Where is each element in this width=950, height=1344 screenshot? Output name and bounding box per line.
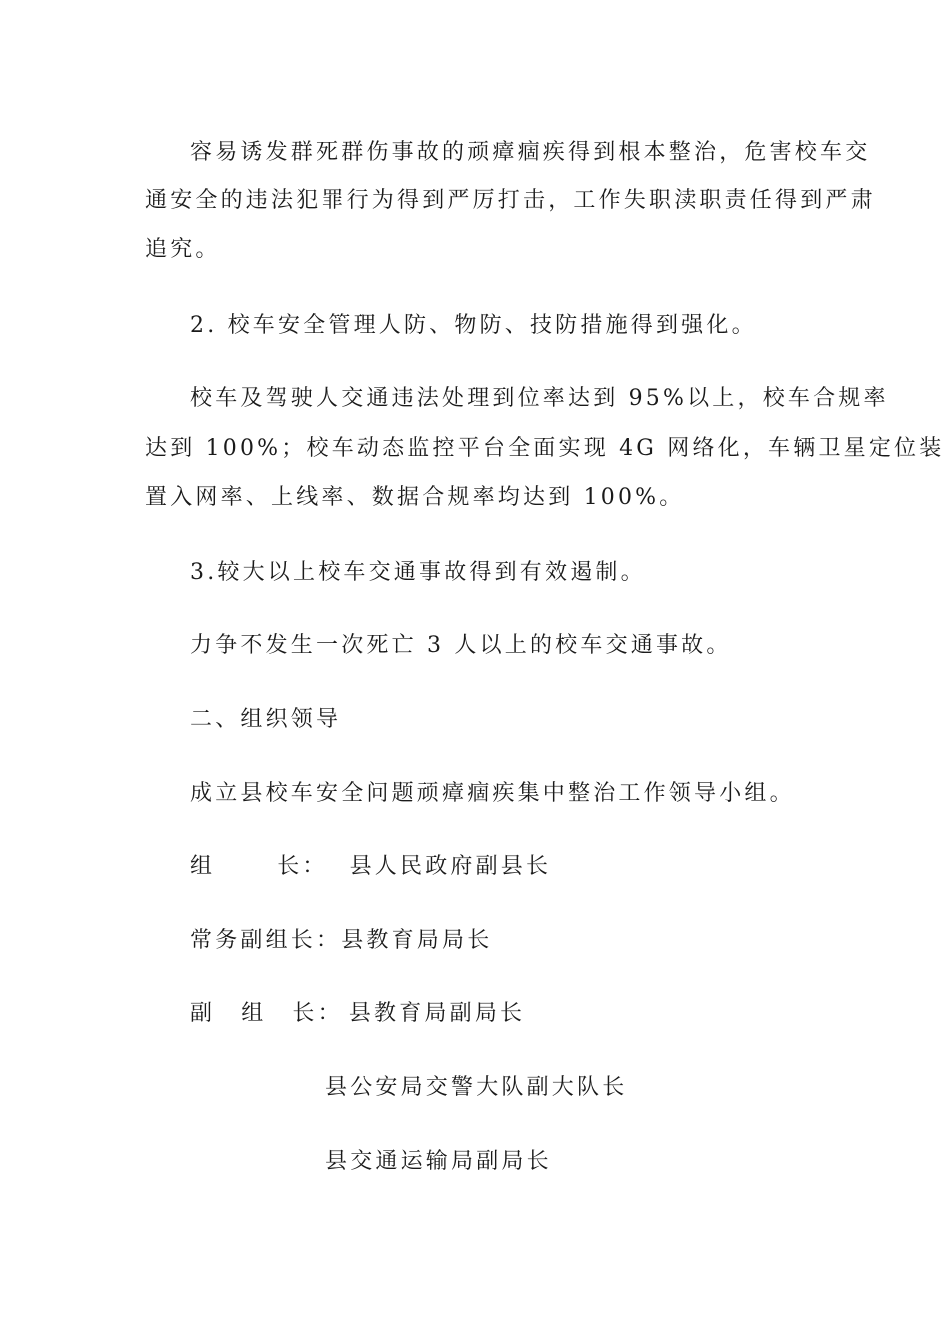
deputy-value-3: 县交通运输局副局长 xyxy=(325,1149,552,1174)
exec-deputy-value: 县教育局局长 xyxy=(341,928,493,953)
item-2-heading: 2. 校车安全管理人防、物防、技防措施得到强化。 xyxy=(190,313,757,338)
paragraph-1-line-2: 通安全的违法犯罪行为得到严厉打击，工作失职渎职责任得到严肃 xyxy=(145,188,876,213)
deputy-row xyxy=(190,999,525,1029)
section-2-heading: 二、组织领导 xyxy=(190,707,342,732)
paragraph-3: 力争不发生一次死亡 3 人以上的校车交通事故。 xyxy=(190,633,732,658)
leader-row xyxy=(190,852,551,882)
leader-label-char1: 组 xyxy=(190,854,216,879)
exec-deputy-label: 常务副组长： xyxy=(190,928,342,953)
paragraph-4: 成立县校车安全问题顽瘴痼疾集中整治工作领导小组。 xyxy=(190,781,795,806)
deputy-label-char3: 长： xyxy=(292,1001,343,1026)
deputy-value-1: 县教育局副局长 xyxy=(348,1001,526,1026)
deputy-label-char2: 组 xyxy=(241,1001,267,1026)
paragraph-2-line-1: 校车及驾驶人交通违法处理到位率达到 95%以上，校车合规率 xyxy=(190,386,889,411)
deputy-label-char1: 副 xyxy=(190,1001,216,1026)
leader-value: 县人民政府副县长 xyxy=(349,854,552,879)
deputy-value-2: 县公安局交警大队副大队长 xyxy=(325,1075,628,1100)
item-3-heading: 3.较大以上校车交通事故得到有效遏制。 xyxy=(190,560,646,585)
paragraph-1-line-3: 追究。 xyxy=(145,237,221,262)
leader-label-char2: 长： xyxy=(277,854,328,879)
exec-deputy-row xyxy=(190,926,492,956)
paragraph-2-line-2: 达到 100%；校车动态监控平台全面实现 4G 网络化，车辆卫星定位装 xyxy=(145,436,945,461)
paragraph-2-line-3: 置入网率、上线率、数据合规率均达到 100%。 xyxy=(145,485,685,510)
paragraph-1-line-1: 容易诱发群死群伤事故的顽瘴痼疾得到根本整治，危害校车交 xyxy=(190,140,871,165)
